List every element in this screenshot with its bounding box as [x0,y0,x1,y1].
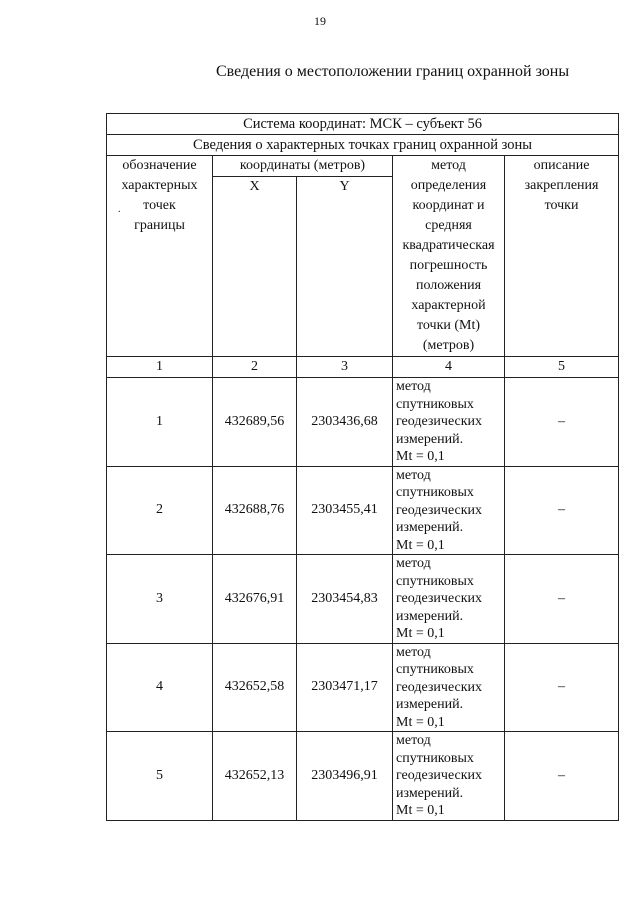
system-row [107,114,619,135]
column-number: 4 [393,357,505,378]
header-method-line: квадратическая [402,238,495,253]
method-line: спутниковых [396,573,474,589]
header-method-line: характерной [411,298,486,313]
coord-y: 2303496,91 [297,732,393,821]
header-description-line: закрепления [524,178,599,193]
method-line: геодезических [396,502,483,518]
header-method-line: точки (Mt) [416,318,481,333]
coord-x: 432652,13 [213,732,297,821]
header-description [505,156,619,357]
header-description-line: описание [533,158,590,173]
method-line: Mt = 0,1 [396,714,445,730]
header-designation-line: характерных [121,178,198,193]
point-number: 3 [107,555,213,644]
method-cell [393,555,505,644]
header-designation-line: обозначение [122,158,197,173]
method-line: метод [396,467,431,483]
method-line: спутниковых [396,750,474,766]
column-number: 3 [297,357,393,378]
description-cell: – [505,643,619,732]
description-cell: – [505,555,619,644]
description-cell: – [505,378,619,467]
method-line: Mt = 0,1 [396,803,445,818]
method-line: геодезических [396,414,483,429]
header-description-line: точки [544,198,579,213]
subtitle-row [107,135,619,156]
point-number: 2 [107,466,213,555]
header-x: X [213,177,297,357]
method-cell [393,378,505,467]
point-number: 5 [107,732,213,821]
coord-x: 432676,91 [213,555,297,644]
method-line: Mt = 0,1 [396,626,445,641]
table-row [107,643,619,732]
header-method-line: определения [410,178,487,193]
column-number: 1 [107,357,213,378]
header-designation [107,156,213,357]
method-line: Mt = 0,1 [396,537,445,553]
header-method-line: положения [415,278,482,293]
header-method-line: погрешность [409,258,488,273]
method-line: спутниковых [396,662,474,677]
method-line: метод [396,733,431,748]
method-line: спутниковых [396,396,474,412]
method-cell [393,466,505,555]
coord-x: 432688,76 [213,466,297,555]
column-number-row [107,357,619,378]
page-title: Сведения о местоположении границ охранной зоны [216,63,570,80]
coord-y: 2303471,17 [297,643,393,732]
coord-y: 2303454,83 [297,555,393,644]
method-line: Mt = 0,1 [396,449,445,464]
column-number: 5 [505,357,619,378]
scan-mark: . [118,204,121,215]
page-number: 19 [314,14,326,28]
column-number: 2 [213,357,297,378]
header-method-line: координат и [412,198,485,213]
method-line: измерений. [396,431,464,447]
method-line: измерений. [396,697,464,712]
method-cell [393,732,505,821]
method-line: измерений. [396,785,464,801]
header-coordinates: координаты (метров) [213,156,393,177]
description-cell: – [505,466,619,555]
method-line: геодезических [396,591,483,606]
coord-x: 432652,58 [213,643,297,732]
method-line: метод [396,556,431,571]
point-number: 1 [107,378,213,467]
description-cell: – [505,732,619,821]
table-row [107,555,619,644]
table-row [107,378,619,467]
coord-x: 432689,56 [213,378,297,467]
method-line: метод [396,379,431,394]
header-method-line: метод [431,158,466,173]
method-line: геодезических [396,679,483,695]
table-subtitle: Сведения о характерных точках границ охранной зоны [107,135,619,156]
method-cell [393,643,505,732]
header-designation-line: границы [134,218,185,233]
table-row [107,732,619,821]
method-line: геодезических [396,768,483,783]
header-row [107,156,619,177]
method-line: метод [396,644,431,660]
method-line: спутниковых [396,485,474,500]
method-line: измерений. [396,520,464,535]
header-method-line: средняя [425,218,472,233]
coordinate-system: Система координат: МСК – субъект 56 [107,114,619,135]
coordinates-table [106,113,619,821]
coord-y: 2303455,41 [297,466,393,555]
coord-y: 2303436,68 [297,378,393,467]
method-line: измерений. [396,608,464,624]
table-row [107,466,619,555]
header-method [393,156,505,357]
header-method-line: (метров) [422,338,475,353]
header-y: Y [297,177,393,357]
header-designation-line: точек [143,198,176,213]
point-number: 4 [107,643,213,732]
